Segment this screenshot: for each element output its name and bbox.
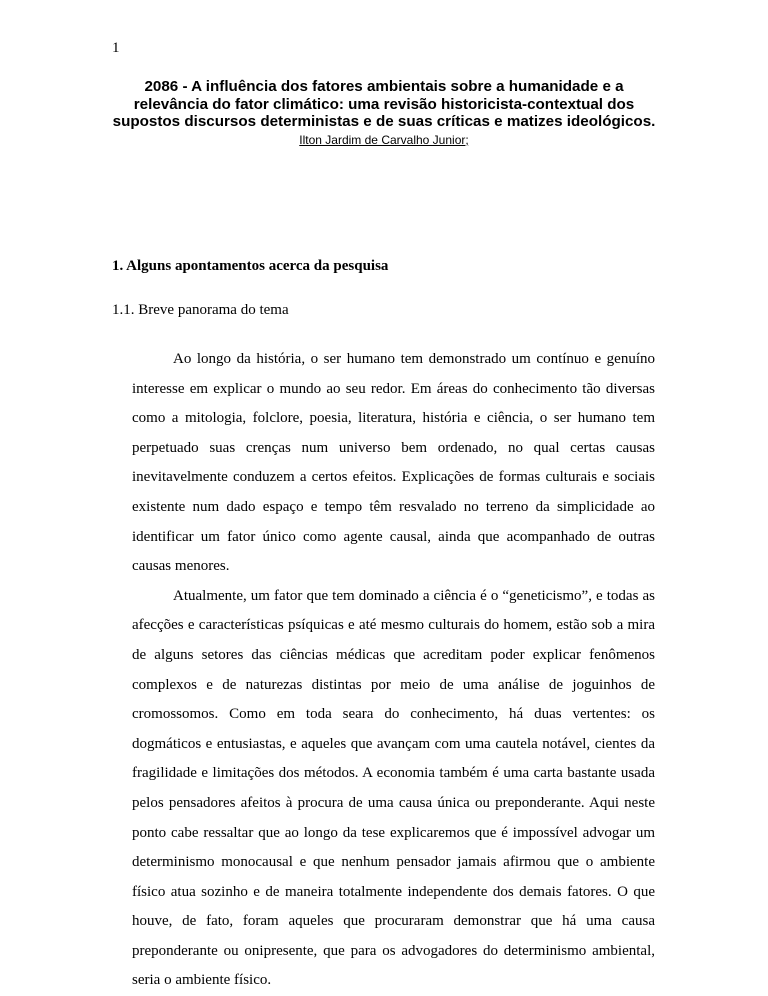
paragraph: Ao longo da história, o ser humano tem demonstrado um contínuo e genuíno interesse em explicar o mundo ao seu redor. Em áreas do conhecimento tão diversas como a mitologia, folclore, poesia, literatura, história e ciência, o ser humano tem perpetuado suas crenças num universo bem ordenado, no qual certas causas inevitavelmente conduzem a certos efeitos. Explicações de formas culturais e sociais existente num dado espaço e tempo têm resvalado no terreno da simplicidade ao identificar um fator único como agente causal, ainda que acompanhado de outras causas menores. (132, 351, 655, 575)
paragraph: Atualmente, um fator que tem dominado a ciência é o “geneticismo”, e todas as afecções e características psíquicas e até mesmo culturais do homem, estão sob a mira de alguns setores das ciências médicas que acreditam poder explicar fenômenos complexos e de naturezas distintas por meio de uma análise de joguinhos de cromossomos. Como em toda seara do conhecimento, há duas vertentes: os dogmáticos e entusiastas, e aqueles que avançam com uma cautela notável, cientes da fragilidade e limitações dos métodos. A economia também é uma carta bastante usada pelos pensadores afeitos à procura de uma causa única ou preponderante. Aqui neste ponto cabe ressaltar que ao longo da tese explicaremos que é impossível advogar um determinismo monocausal e que nenhum pensador jamais afirmou que o ambiente físico atua sozinho e de maneira totalmente independente dos demais fatores. O que houve, de fato, foram aqueles que procuraram demonstrar que há uma causa preponderante ou onipresente, que para os advogadores do determinismo ambiental, seria o ambiente físico. (132, 587, 655, 989)
body-text (132, 345, 655, 996)
section-heading: 1. Alguns apontamentos acerca da pesquisa (112, 258, 389, 274)
title-block (110, 78, 658, 147)
author-link[interactable]: Ilton Jardim de Carvalho Junior; (299, 132, 469, 147)
subsection-heading: 1.1. Breve panorama do tema (112, 302, 289, 318)
page-number: 1 (112, 40, 120, 56)
document-title: 2086 - A influência dos fatores ambientais sobre a humanidade e a relevância do fator climático: uma revisão historicista-contextual dos supostos discursos deterministas e de suas críticas e matizes ideológicos. (112, 78, 656, 130)
